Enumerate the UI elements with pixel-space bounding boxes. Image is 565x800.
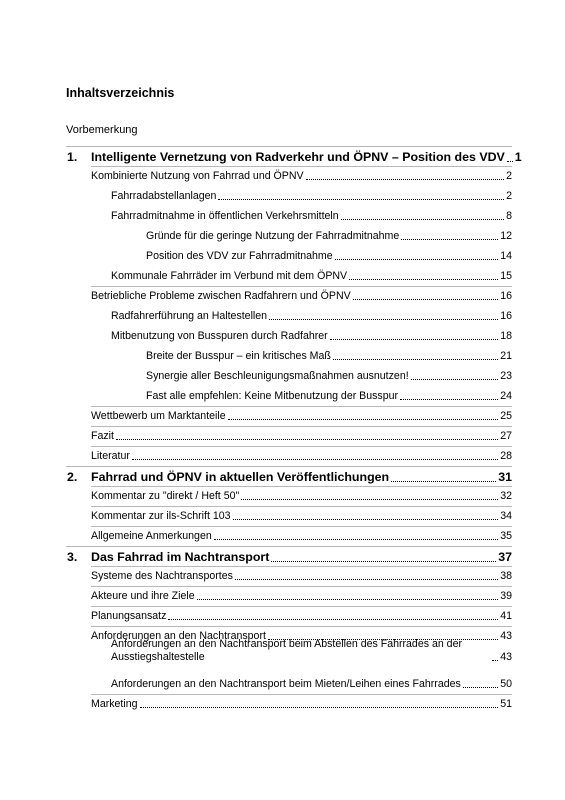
toc-entry[interactable] xyxy=(91,410,512,423)
toc-page-number: 50 xyxy=(500,678,512,690)
toc-separator xyxy=(91,526,512,527)
toc-entry-title: Marketing xyxy=(91,698,138,710)
toc-entry-title: Anforderungen an den Nachtransport beim Abstellen des Fahrrades an der Ausstiegshaltestelle xyxy=(111,638,462,663)
toc-entry[interactable] xyxy=(91,698,512,711)
dot-leader xyxy=(349,279,498,280)
toc-entry-title: Position des VDV zur Fahrradmitnahme xyxy=(146,250,333,262)
toc-page-number: 43 xyxy=(500,630,512,642)
toc-page-number: 34 xyxy=(500,510,512,522)
toc-entry-title: Wettbewerb um Marktanteile xyxy=(91,410,226,422)
toc-entry[interactable] xyxy=(146,390,512,403)
toc-page-number: 15 xyxy=(500,270,512,282)
toc-separator xyxy=(66,546,512,547)
toc-entry-title: Fast alle empfehlen: Keine Mitbenutzung der Busspur xyxy=(146,390,399,402)
toc-entry-title: Planungsansatz xyxy=(91,610,167,622)
chapter-number: 2. xyxy=(67,470,78,484)
toc-separator xyxy=(91,286,512,287)
toc-entry-title: Radfahrerführung an Haltestellen xyxy=(111,310,268,322)
toc-entry-title: Kommentar zur ils-Schrift 103 xyxy=(91,510,231,522)
toc-entry-title: Fahrrad und ÖPNV in aktuellen Veröffentlichungen xyxy=(91,470,390,484)
toc-entry[interactable] xyxy=(91,590,512,603)
toc-entry-title: Fazit xyxy=(91,430,114,442)
preliminary-remark: Vorbemerkung xyxy=(66,124,138,136)
dot-leader xyxy=(306,179,505,180)
toc-separator xyxy=(91,586,512,587)
toc-entry-title: Allgemeine Anmerkungen xyxy=(91,530,212,542)
toc-entry[interactable] xyxy=(111,638,512,664)
toc-entry-title: Anforderungen an den Nachtransport xyxy=(91,630,266,642)
toc-entry[interactable] xyxy=(67,150,522,165)
toc-entry-title: Literatur xyxy=(91,450,130,462)
dot-leader xyxy=(463,687,498,688)
dot-leader xyxy=(400,399,498,400)
toc-entry[interactable] xyxy=(111,190,512,203)
dot-leader xyxy=(235,579,498,580)
dot-leader xyxy=(333,359,498,360)
toc-entry-title: Intelligente Vernetzung von Radverkehr und ÖPNV – Position des VDV xyxy=(91,150,505,164)
toc-entry[interactable] xyxy=(91,450,512,463)
toc-page-number: 39 xyxy=(500,590,512,602)
chapter-number: 1. xyxy=(67,150,78,164)
toc-entry[interactable] xyxy=(91,530,512,543)
dot-leader xyxy=(353,299,499,300)
toc-page-number: 16 xyxy=(500,290,512,302)
dot-leader xyxy=(132,459,498,460)
toc-separator xyxy=(91,406,512,407)
toc-page-number: 51 xyxy=(500,698,512,710)
toc-separator xyxy=(66,146,512,147)
toc-page-number: 27 xyxy=(500,430,512,442)
dot-leader xyxy=(411,379,499,380)
toc-separator xyxy=(91,166,512,167)
toc-page-number: 43 xyxy=(500,651,512,663)
toc-page-number: 2 xyxy=(506,170,512,182)
toc-entry-title: Fahrradabstellanlagen xyxy=(111,190,217,202)
dot-leader xyxy=(140,707,499,708)
toc-entry-title: Kommentar zu "direkt / Heft 50" xyxy=(91,490,240,502)
dot-leader xyxy=(330,339,498,340)
dot-leader xyxy=(401,239,498,240)
toc-entry[interactable] xyxy=(111,210,512,223)
toc-page-number: 8 xyxy=(506,210,512,222)
chapter-number: 3. xyxy=(67,550,78,564)
toc-entry[interactable] xyxy=(91,490,512,503)
toc-entry[interactable] xyxy=(67,550,512,565)
dot-leader xyxy=(168,619,498,620)
toc-entry[interactable] xyxy=(111,270,512,283)
toc-separator xyxy=(91,506,512,507)
toc-entry[interactable] xyxy=(146,230,512,243)
toc-page-number: 25 xyxy=(500,410,512,422)
toc-entry-title: Gründe für die geringe Nutzung der Fahrradmitnahme xyxy=(146,230,400,242)
toc-page-number: 37 xyxy=(498,550,512,564)
toc-entry[interactable] xyxy=(91,430,512,443)
toc-page-number: 31 xyxy=(498,470,512,484)
toc-entry[interactable] xyxy=(111,310,512,323)
toc-page-number: 14 xyxy=(500,250,512,262)
dot-leader xyxy=(335,259,499,260)
toc-entry[interactable] xyxy=(146,370,512,383)
toc-entry-title: Betriebliche Probleme zwischen Radfahrern und ÖPNV xyxy=(91,290,351,302)
dot-leader xyxy=(492,660,498,661)
toc-page-number: 12 xyxy=(500,230,512,242)
toc-page-number: 16 xyxy=(500,310,512,322)
toc-entry[interactable] xyxy=(111,678,512,691)
dot-leader xyxy=(228,419,499,420)
toc-page-number: 1 xyxy=(514,150,522,164)
toc-page-number: 38 xyxy=(500,570,512,582)
toc-separator xyxy=(91,566,512,567)
dot-leader xyxy=(233,519,499,520)
dot-leader xyxy=(341,219,504,220)
toc-entry-title: Akteure und ihre Ziele xyxy=(91,590,195,602)
toc-page-number: 35 xyxy=(500,530,512,542)
toc-entry[interactable] xyxy=(91,570,512,583)
toc-entry[interactable] xyxy=(146,250,512,263)
toc-separator xyxy=(91,446,512,447)
toc-page-number: 41 xyxy=(500,610,512,622)
toc-page-number: 18 xyxy=(500,330,512,342)
toc-page-number: 32 xyxy=(500,490,512,502)
dot-leader xyxy=(241,499,498,500)
toc-entry[interactable] xyxy=(111,330,512,343)
toc-page-number: 2 xyxy=(506,190,512,202)
toc-entry-title: Das Fahrrad im Nachtransport xyxy=(91,550,270,564)
toc-entry-title: Fahrradmitnahme in öffentlichen Verkehrsmitteln xyxy=(111,210,339,222)
dot-leader xyxy=(507,161,513,162)
toc-separator xyxy=(91,606,512,607)
toc-separator xyxy=(91,426,512,427)
toc-entry[interactable] xyxy=(91,170,512,183)
toc-separator xyxy=(91,626,512,627)
toc-page-number: 24 xyxy=(500,390,512,402)
toc-entry[interactable] xyxy=(91,510,512,523)
dot-leader xyxy=(116,439,498,440)
dot-leader xyxy=(197,599,499,600)
toc-entry-title: Kommunale Fahrräder im Verbund mit dem ÖPNV xyxy=(111,270,348,282)
toc-entry-title: Mitbenutzung von Busspuren durch Radfahrer xyxy=(111,330,328,342)
toc-entry-title: Systeme des Nachtransportes xyxy=(91,570,233,582)
dot-leader xyxy=(218,199,504,200)
toc-entry[interactable] xyxy=(91,290,512,303)
toc-entry-title: Anforderungen an den Nachtransport beim Mieten/Leihen eines Fahrrades xyxy=(111,678,461,690)
toc-entry-title: Kombinierte Nutzung von Fahrrad und ÖPNV xyxy=(91,170,304,182)
dot-leader xyxy=(214,539,498,540)
toc-page-number: 21 xyxy=(500,350,512,362)
toc-entry[interactable] xyxy=(146,350,512,363)
toc-separator xyxy=(66,466,512,467)
toc-entry[interactable] xyxy=(91,610,512,623)
dot-leader xyxy=(269,319,498,320)
toc-heading: Inhaltsverzeichnis xyxy=(66,86,175,100)
toc-entry-title: Breite der Busspur – ein kritisches Maß xyxy=(146,350,331,362)
toc-page-number: 28 xyxy=(500,450,512,462)
dot-leader xyxy=(391,481,496,482)
toc-separator xyxy=(91,486,512,487)
toc-page-number: 23 xyxy=(500,370,512,382)
toc-separator xyxy=(91,694,512,695)
dot-leader xyxy=(271,561,496,562)
toc-entry[interactable] xyxy=(67,470,512,485)
toc-entry-title: Synergie aller Beschleunigungsmaßnahmen ausnutzen! xyxy=(146,370,409,382)
